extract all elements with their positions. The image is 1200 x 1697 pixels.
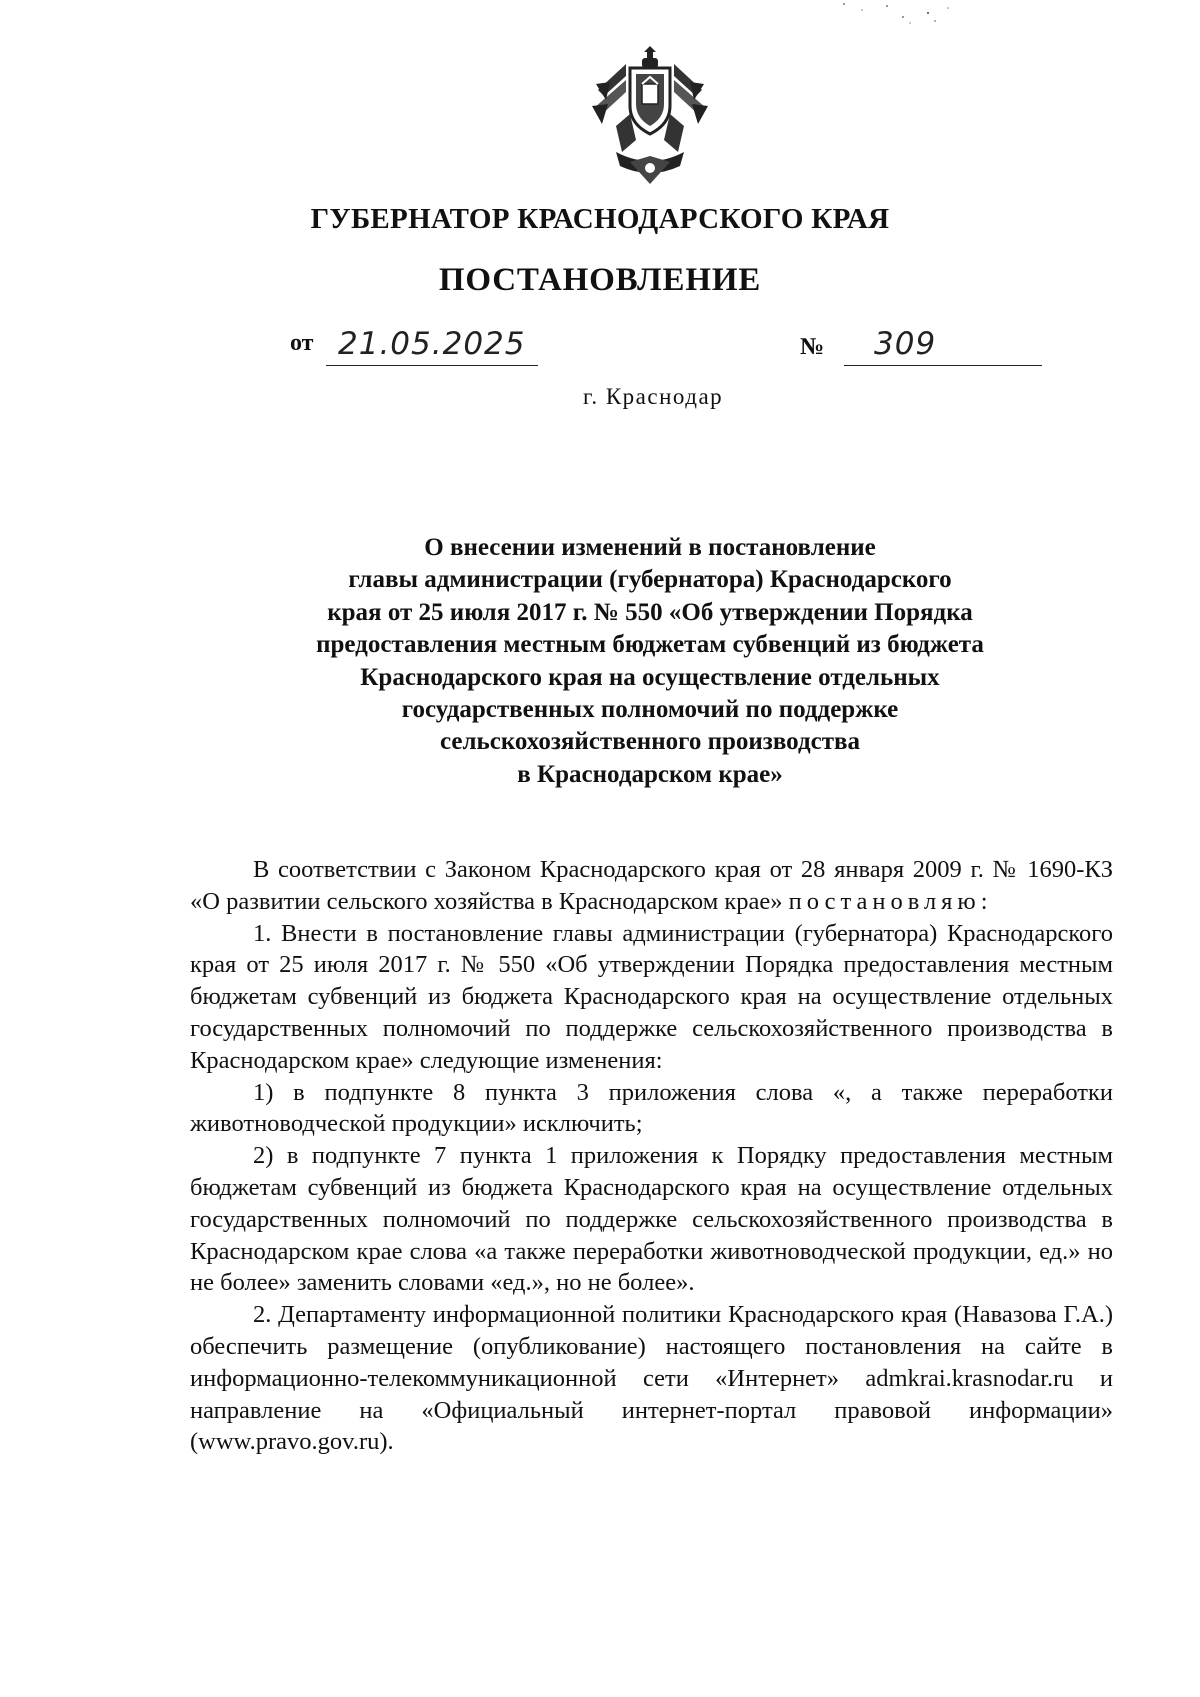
document-type: ПОСТАНОВЛЕНИЕ [438,262,762,298]
document-title [190,532,1110,791]
title-line: сельскохозяйственного производства [440,728,860,756]
title-line: предоставления местным бюджетам субвенций из бюджета [316,631,984,659]
handwritten-number: 309 [874,326,937,362]
scan-specks [840,0,960,30]
handwritten-date: 21.05.2025 [338,326,526,362]
title-line: Краснодарского края на осуществление отдельных [360,663,940,691]
title-line: главы администрации (губернатора) Краснодарского [348,566,952,594]
title-line: государственных полномочий по поддержке [401,696,899,724]
coat-of-arms-emblem [586,44,714,186]
title-line: края от 25 июля 2017 г. № 550 «Об утверждении Порядка [327,598,973,626]
preamble-text: В соответствии с Законом Краснодарского края от 28 января 2009 г. № 1690-КЗ «О развитии сельского хозяйства в Краснодарском крае» [190,856,1113,915]
document-body [190,854,1113,1458]
number-label: № [800,334,825,360]
issuing-authority: ГУБЕРНАТОР КРАСНОДАРСКОГО КРАЯ [310,203,890,235]
preamble-paragraph [190,854,1113,918]
date-underline [326,365,538,366]
city-of-issue: г. Краснодар [583,384,724,409]
decree-word: постановляю: [788,887,993,915]
paragraph-1-subitem-1: 1) в подпункте 8 пункта 3 приложения слова «, а также переработки животноводческой продукции» исключить; [190,1078,1113,1138]
title-line: О внесении изменений в постановление [424,534,876,561]
number-underline [844,365,1042,366]
paragraph-1: 1. Внести в постановление главы администрации (губернатора) Краснодарского края от 25 июля 2017 г. № 550 «Об утверждении Порядка предоставления местным бюджетам субвенций из бюджета Краснодарского края на осуществление отдельных государственных полномочий по поддержке сельскохозяйственного производства в Краснодарском крае» следующие изменения: [190,919,1113,1074]
paragraph-2: 2. Департаменту информационной политики Краснодарского края (Навазова Г.А.) обеспечить размещение (опубликование) настоящего постановления на сайте в информационно-телекоммуникационной сети «Интернет» admkrai.krasnodar.ru и направление на «Официальный интернет-портал правовой информации» (www.pravo.gov.ru). [190,1301,1113,1456]
title-line: в Краснодарском крае» [517,760,783,788]
date-prefix: от [290,330,314,356]
paragraph-1-subitem-2: 2) в подпункте 7 пункта 1 приложения к Порядку предоставления местным бюджетам субвенций из бюджета Краснодарского края на осуществление отдельных государственных полномочий по поддержке сельскохозяйственного производства в Краснодарском крае слова «а также переработки животноводческой продукции, ед.» но не более» заменить словами «ед.», но не более». [190,1142,1113,1297]
